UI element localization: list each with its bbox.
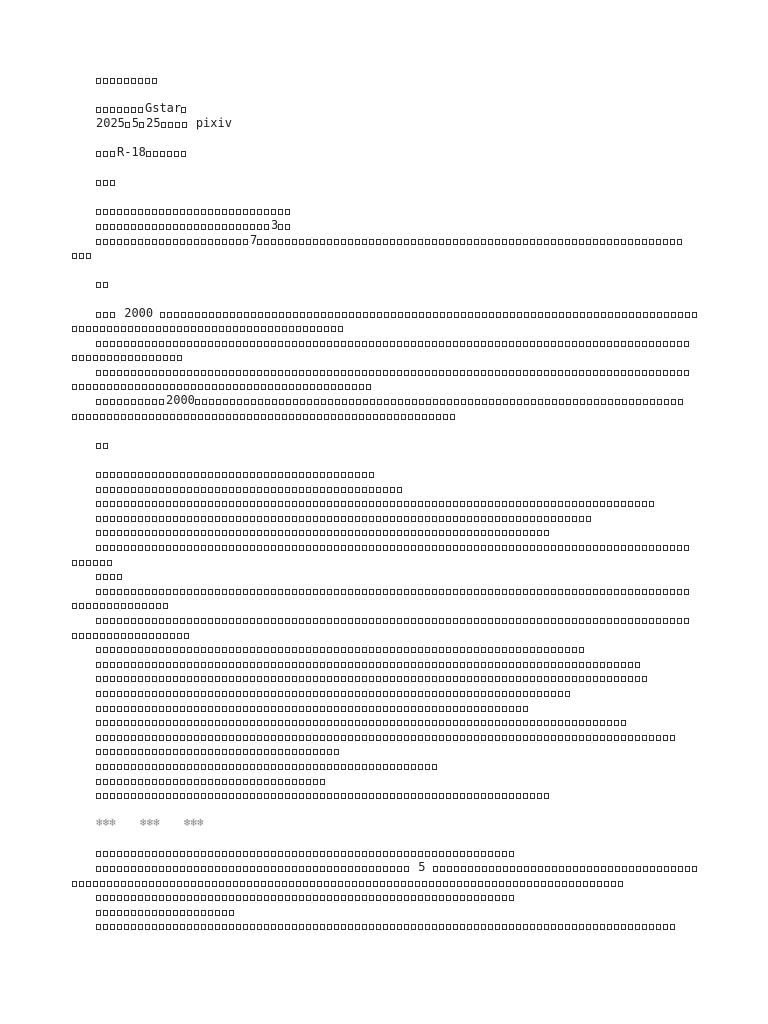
text-line [72,568,698,583]
unrendered-glyph-run [96,714,628,728]
text-line [72,612,698,627]
text-line [72,729,698,744]
text-line [72,495,698,510]
blank-line [72,87,698,102]
text-line [72,174,698,189]
blank-line [72,422,698,437]
unrendered-glyph-run [72,378,373,392]
unrendered-glyph-run [96,174,117,188]
text-line [72,539,698,554]
text-line [72,145,698,160]
text-line [72,393,698,408]
text-line [72,627,698,642]
inline-text: 7 [250,232,258,247]
blank-line [72,262,698,277]
unrendered-glyph-run [96,904,236,918]
text-line [72,276,698,291]
separator-glyph: ❄❄❄ [139,816,160,830]
text-line [72,656,698,671]
unrendered-glyph-run [72,320,345,334]
unrendered-glyph-run [257,233,684,247]
unrendered-glyph-run [96,481,404,495]
text-line [72,597,698,612]
text-line [72,700,698,715]
text-line [72,714,698,729]
unrendered-glyph-run [96,437,110,451]
unrendered-glyph-run [96,685,572,699]
unrendered-glyph-run [161,116,189,130]
text-line [72,904,698,919]
inline-text: 2000 [124,305,154,320]
text-line [72,349,698,364]
unrendered-glyph-run [96,145,117,159]
unrendered-glyph-run [96,466,376,480]
inline-text: pixiv [195,115,232,130]
unrendered-glyph-run [278,218,292,232]
unrendered-glyph-run [160,306,698,320]
unrendered-glyph-run [96,233,250,247]
text-line [72,481,698,496]
unrendered-glyph-run [96,364,691,378]
text-line [72,743,698,758]
unrendered-glyph-run [96,568,124,582]
unrendered-glyph-run [96,860,411,874]
unrendered-glyph-run [72,247,93,261]
text-line [72,787,698,802]
unrendered-glyph-run [72,349,184,363]
text-line [72,918,698,933]
text-line [72,773,698,788]
unrendered-glyph-run [96,612,691,626]
unrendered-glyph-run [96,787,551,801]
unrendered-glyph-run [96,524,551,538]
text-line [72,641,698,656]
unrendered-glyph-run [146,145,188,159]
text-line [72,889,698,904]
unrendered-glyph-run [72,408,457,422]
unrendered-glyph-run [96,700,530,714]
text-line [72,408,698,423]
separator-glyph: ❄❄❄ [183,816,204,830]
inline-text: Gstar [145,101,182,116]
unrendered-glyph-run [125,116,132,130]
blank-line [72,831,698,846]
unrendered-glyph-run [96,335,691,349]
unrendered-glyph-run [96,276,110,290]
text-line [72,554,698,569]
text-line [72,320,698,335]
text-line [72,378,698,393]
unrendered-glyph-run [96,758,439,772]
text-line [72,306,698,321]
blank-line [72,160,698,175]
text-line [72,364,698,379]
unrendered-glyph-run [96,101,145,115]
blank-line [72,189,698,204]
blank-line [72,291,698,306]
text-line [72,875,698,890]
text-line [72,583,698,598]
blank-line [72,130,698,145]
unrendered-glyph-run [181,101,188,115]
unrendered-glyph-run [96,218,271,232]
unrendered-glyph-run [96,743,341,757]
text-line [72,670,698,685]
unrendered-glyph-run [96,773,327,787]
inline-text: 2000 [166,393,195,408]
unrendered-glyph-run [96,656,642,670]
text-line [72,203,698,218]
unrendered-glyph-run [195,393,685,407]
inline-text: 25 [146,115,161,130]
blank-line [72,451,698,466]
unrendered-glyph-run [72,875,625,889]
unrendered-glyph-run [96,641,586,655]
unrendered-glyph-run [96,889,516,903]
text-line [72,845,698,860]
text-line [72,510,698,525]
separator-glyph: ❄❄❄ [96,816,116,830]
unrendered-glyph-run [96,495,656,509]
text-line [72,233,698,248]
blank-line [72,802,698,817]
unrendered-glyph-run [96,539,691,553]
text-line [72,466,698,481]
text-line [72,524,698,539]
unrendered-glyph-run [96,583,691,597]
section-separator [72,816,698,831]
unrendered-glyph-run [96,203,292,217]
text-line [72,685,698,700]
unrendered-glyph-run [96,393,166,407]
unrendered-glyph-run [72,554,114,568]
inline-text: 5 [418,860,426,875]
inline-text: 3 [271,217,279,232]
unrendered-glyph-run [96,510,593,524]
unrendered-glyph-run [96,729,677,743]
text-line [72,335,698,350]
text-line [72,860,698,875]
document-page [72,72,698,933]
text-line [72,116,698,131]
text-line [72,101,698,116]
unrendered-glyph-run [96,845,516,859]
unrendered-glyph-run [96,72,159,86]
inline-text: 2025 [96,115,125,130]
inline-text: 5 [131,115,140,130]
inline-text: R-18 [117,144,146,159]
unrendered-glyph-run [72,597,170,611]
text-line [72,218,698,233]
unrendered-glyph-run [96,306,117,320]
unrendered-glyph-run [96,918,677,932]
text-line [72,247,698,262]
unrendered-glyph-run [72,627,191,641]
unrendered-glyph-run [96,670,649,684]
text-line [72,758,698,773]
text-line [72,437,698,452]
text-line [72,72,698,87]
unrendered-glyph-run [433,860,698,874]
